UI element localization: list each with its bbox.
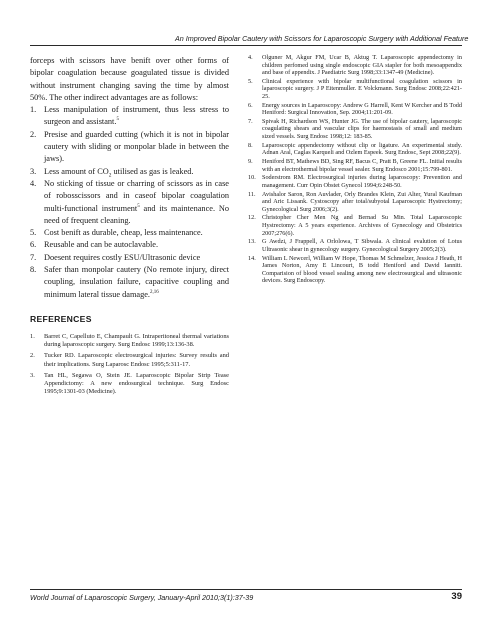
reference-text: Clinical experience with bipolar multifunctional coagulation scissors in laparoscopic surgery. J P Eitenmuller. E Volckmann. Surg Endosc 2008;22:421-25. [262,77,462,100]
reference-item [248,238,462,253]
advantage-item [30,129,229,166]
reference-item [248,214,462,237]
reference-text: Barret C, Capelluto E, Champault G. Intraperitoneal thermal variations during laparoscopic surgery. Surg Endosc 1999;13:136-38. [44,333,229,349]
advantage-text: Cost benift as durable, cheap, less maintenance. [44,228,203,238]
footer-journal-citation: World Journal of Laparoscopic Surgery, January-April 2010;3(1):37-39 [30,593,254,602]
advantage-item [30,252,229,264]
reference-number: 13. [248,238,256,246]
reference-number: 8. [248,141,253,149]
citation-superscript: 5 [137,203,140,209]
advantage-text: Presise and guarded cutting (which it is not in bipolar cautery with sliding or monpolar blade in between the jaws). [44,129,229,164]
advantage-item [30,264,229,301]
reference-item [30,333,229,349]
reference-text: Christopher Cher Men Ng and Bernad Su Min. Total Laparoscopic Hystrectomy: A 5 years experience. Archives of Gynecology and Obstetrics 2007;276(6). [262,214,462,237]
reference-text: Avishalor Saron, Ron Auvlader, Orly Brandes Klein, Zui Alter, Yural Kaufman and Aric Lissank. Cystoscopy after total/subyotal Laparoscopic Hystrectomy; Gynecological Surg 2006;3(2). [262,190,462,213]
advantage-text: Doesent requires costly ESU/Ultrasonic device [44,252,201,262]
reference-item [30,352,229,368]
advantage-number: 3. [30,166,37,176]
citation-superscript: 2,16 [150,289,159,295]
advantage-number: 1. [30,105,37,115]
advantage-text: No sticking of tissue or charring of scissors as in case of robosscissors and in caseof bipolar coagulation multi-functional instrument [44,178,229,213]
reference-text: Laparoscopic appendectomy without clip or ligature. An experimental study. Adnan Aral, Caglas Karqueli and Ozlem Espeek. Surg Endosc, Sept 2008;22(9). [262,141,462,157]
intro-paragraph: forceps with scissors have benift over other forms of bipolar coagulation because goagulated tissue is divided without instrument changing saving the time by almost 50%. The other indirect advantages are as follows: [30,56,229,102]
advantage-number: 4. [30,178,37,188]
advantage-item [30,239,229,251]
advantage-text-after: utilised as gas is leaked. [111,166,194,176]
advantage-text: Less manipulation of instrument, thus less stress to surgeon and assistant. [44,105,229,127]
reference-text: Tucker RD. Laparoscopic electrosurgical injuries: Survey results and their implications. Surg Laparosc Endosc 1995;5:311-17. [44,352,229,368]
reference-text: William L Newcerl, William W Hope, Thomas M Schmelzer, Jessica J Heath, H James Norton, Amy E Lincourt, B todd Heniford and David Iannitt. Comparision of blood vessel sealing among new electrosurgical and ultrasonic devices. Surg Endoscopy. [262,254,462,285]
left-column [30,55,229,399]
reference-item [248,158,462,173]
reference-item [248,142,462,157]
reference-number: 12. [248,214,256,222]
advantage-number: 7. [30,252,37,262]
advantage-text-after: and its maintenance. No need of frequent cleaning. [44,203,229,225]
advantage-number: 6. [30,240,37,250]
reference-text: G Awdzi, J Frappell, A Orlolowa, T Sibwala. A clinical evalution of Lotus Ultrasonic shear in gynecology surgery. Gynecological Surgery 2005;2(3). [262,238,462,253]
reference-text: Energy sources in Laparoscopy: Andrew G Harrell, Kent W Kercher and B Todd Heniford: Surgical Innovation, Sep. 2004;11:201-09. [262,101,462,117]
reference-number: 5. [248,77,253,85]
reference-item [248,118,462,141]
advantage-number: 5. [30,228,37,238]
right-column [248,54,462,286]
references-heading: REFERENCES [30,313,92,324]
advantage-text: Less amount of CO [44,166,109,176]
reference-number: 2. [30,352,35,360]
reference-number: 11. [248,190,256,198]
advantage-item [30,104,229,129]
running-head: An Improved Bipolar Cautery with Scissors for Laparoscopic Surgery with Additional Feature [175,34,469,43]
reference-number: 7. [248,117,253,125]
advantage-item [30,166,229,178]
advantage-number: 2. [30,129,37,139]
reference-item [248,191,462,214]
citation-superscript: 5 [116,117,119,123]
subscript: 2 [108,172,112,179]
reference-number: 14. [248,254,256,262]
reference-number: 4. [248,54,253,61]
reference-text: Soderstrom RM. Electrosurgical injuries during laparoscopy: Prevention and management. Curr Opin Obstet Gynecol 1994;6:248-50. [262,174,462,189]
advantage-text: Reusable and can be autoclavable. [44,240,159,250]
reference-text: Spivak H, Richardson WS, Hunter JG. The use of bipolar cautery, laparoscopic coagulating shears and vascular clips for haemostasis of small and medium sized vessels. Surg Endosc 1998;12: 183-85. [262,117,462,141]
footer-rule [30,589,462,590]
advantage-number: 8. [30,265,37,275]
reference-text: Olguner M, Akgur FM, Ucar B, Aktug T. Laparoscopic appendectomy in children perfomed using single endoscopic GIA stapler for both mesoappendix and base of appendix. J Paediatric Surg 1998;33:1347-49 (Medicine). [262,54,462,77]
reference-item [248,174,462,189]
reference-number: 10. [248,174,256,182]
advantage-item [30,227,229,239]
reference-number: 9. [248,158,253,166]
reference-item [30,372,229,396]
advantage-item [30,178,229,227]
advantages-list [30,104,229,301]
reference-number: 6. [248,101,253,109]
reference-text: Tan HL, Segawa O, Stein JE. Laparoscopic Bipolar Strip Tease Appendictomy: A new endosurgical technique. Surg Endosc 1995;9:1301-03 (Medicine). [44,371,229,395]
header-rule [30,45,462,46]
page-number: 39 [451,591,462,602]
reference-text: Heniford BT, Mathews BD, Sing RF, Bacus C, Pratt B, Greene FL. Initial results with an electrothermal bipolar vessel sealer. Surg Endosco 2001;15:799-801. [262,158,462,173]
reference-item [248,54,462,77]
advantage-text: Safer than monpolar cautery (No remote injury, direct coupling, insulation failure, capacitive coupling and minimum lateral tissue damage. [44,265,229,299]
references-list-right [248,54,462,285]
reference-item [248,78,462,101]
reference-item [248,255,462,285]
reference-number: 1. [30,333,35,341]
reference-item [248,102,462,117]
references-list-left [30,333,229,396]
reference-number: 3. [30,371,35,379]
